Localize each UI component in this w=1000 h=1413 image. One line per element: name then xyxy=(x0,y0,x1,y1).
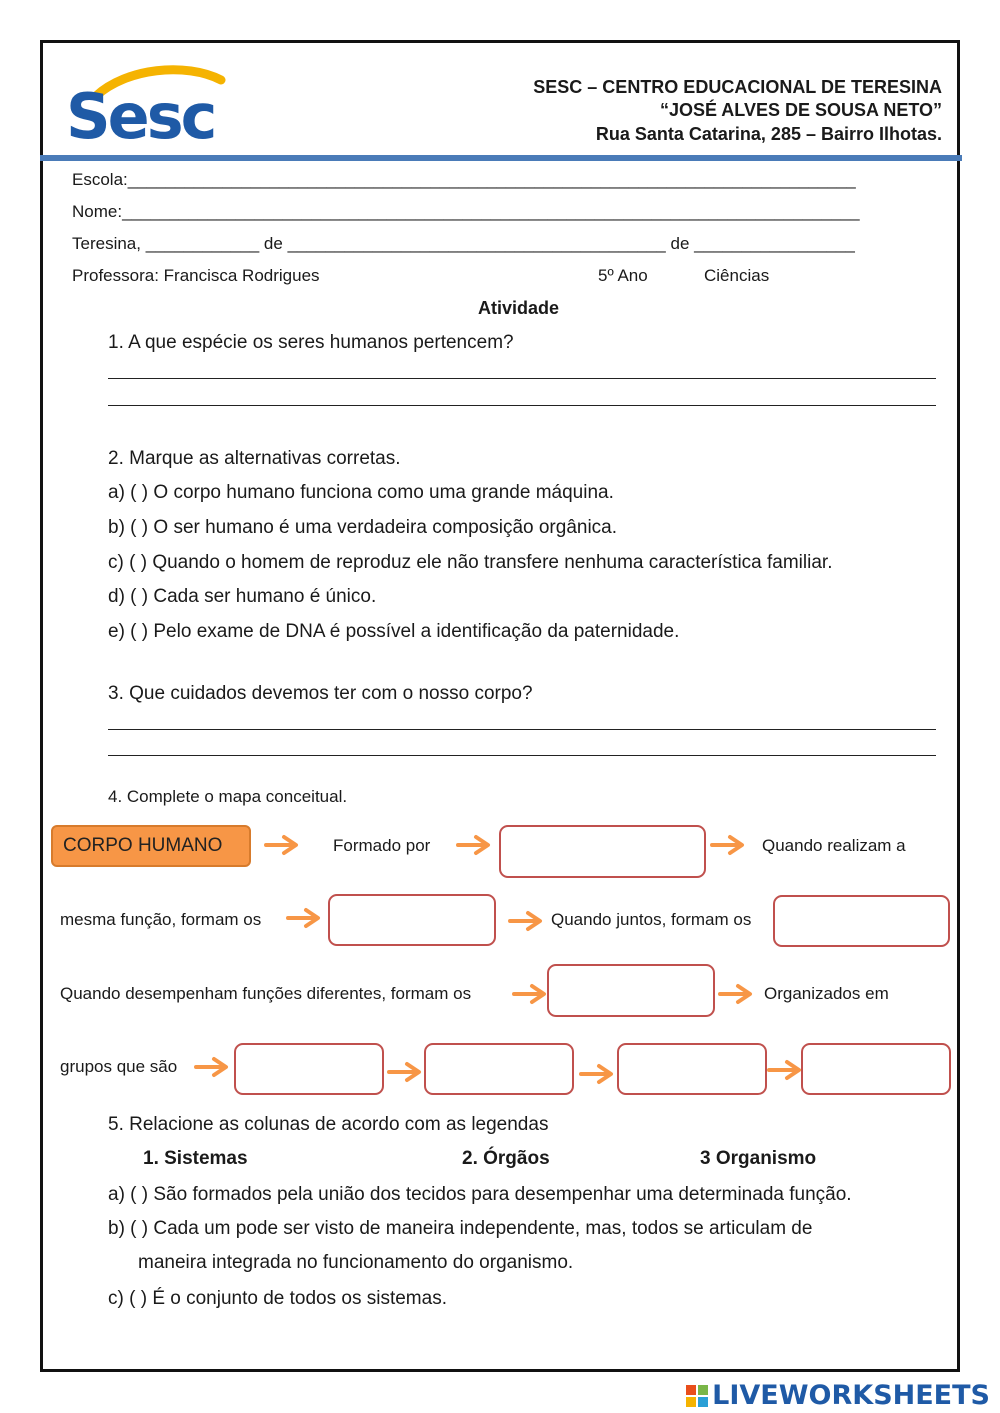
arrow-right-icon xyxy=(264,834,304,856)
map-text-realizam: Quando realizam a xyxy=(762,836,906,855)
teresina-label: Teresina, xyxy=(72,234,141,253)
q5-item-c[interactable]: c) ( ) É o conjunto de todos os sistemas. xyxy=(108,1288,447,1309)
de-label-1: de xyxy=(263,234,283,253)
header-divider xyxy=(40,155,962,161)
answer-line-3b[interactable] xyxy=(108,755,936,756)
page-title: Atividade xyxy=(478,298,560,318)
question-3: 3. Que cuidados devemos ter com o nosso corpo? xyxy=(108,683,533,704)
legend-organismo: 3 Organismo xyxy=(700,1148,817,1169)
answer-line-1a[interactable] xyxy=(108,378,936,379)
arrow-right-icon xyxy=(387,1061,427,1083)
year-field[interactable]: _________________ xyxy=(694,234,855,253)
header-school-subtitle: “JOSÉ ALVES DE SOUSA NETO” xyxy=(659,100,942,120)
watermark-text: LIVEWORKSHEETS xyxy=(712,1380,990,1411)
answer-box-7[interactable] xyxy=(617,1043,767,1095)
answer-box-6[interactable] xyxy=(424,1043,574,1095)
subject-label: Ciências xyxy=(704,266,770,285)
q5-item-a[interactable]: a) ( ) São formados pela união dos tecidos para desempenhar uma determinada função. xyxy=(108,1184,852,1205)
grade-label: 5º Ano xyxy=(598,266,648,285)
q2-option-c[interactable]: c) ( ) Quando o homem de reproduz ele não transfere nenhuma característica familiar. xyxy=(108,552,833,573)
arrow-right-icon xyxy=(194,1056,234,1078)
day-field[interactable]: ____________ xyxy=(145,234,260,253)
answer-box-5[interactable] xyxy=(234,1043,384,1095)
arrow-right-icon xyxy=(508,910,548,932)
answer-box-1[interactable] xyxy=(499,825,706,878)
arrow-right-icon xyxy=(512,983,552,1005)
concept-start-box xyxy=(51,825,251,867)
answer-box-2[interactable] xyxy=(328,894,496,946)
arrow-right-icon xyxy=(286,907,326,929)
month-field[interactable]: ________________________________________ xyxy=(287,234,666,253)
map-text-organizados: Organizados em xyxy=(764,984,889,1003)
liveworksheets-watermark xyxy=(686,1380,990,1411)
concept-start-label: CORPO HUMANO xyxy=(63,835,223,856)
answer-line-1b[interactable] xyxy=(108,405,936,406)
q2-option-e[interactable]: e) ( ) Pelo exame de DNA é possível a identificação da paternidade. xyxy=(108,621,680,642)
arrow-right-icon xyxy=(710,834,750,856)
header-school-name: SESC – CENTRO EDUCACIONAL DE TERESINA xyxy=(533,77,942,97)
answer-box-8[interactable] xyxy=(801,1043,951,1095)
q5-item-b-continued: maneira integrada no funcionamento do organismo. xyxy=(138,1252,574,1273)
legend-orgaos: 2. Órgãos xyxy=(462,1148,550,1169)
escola-field[interactable]: Escola:_____________________________________________________________________________ xyxy=(72,170,856,189)
legend-sistemas: 1. Sistemas xyxy=(143,1148,248,1169)
logo-text: Sesc xyxy=(66,80,215,153)
map-text-formado: Formado por xyxy=(333,836,431,855)
header-address: Rua Santa Catarina, 285 – Bairro Ilhotas. xyxy=(595,124,942,144)
arrow-right-icon xyxy=(456,834,496,856)
q2-option-b[interactable]: b) ( ) O ser humano é uma verdadeira composição orgânica. xyxy=(108,517,618,538)
answer-line-3a[interactable] xyxy=(108,729,936,730)
nome-field[interactable]: Nome:______________________________________________________________________________ xyxy=(72,202,860,221)
map-text-grupos: grupos que são xyxy=(60,1057,178,1076)
q2-option-a[interactable]: a) ( ) O corpo humano funciona como uma grande máquina. xyxy=(108,482,614,503)
arrow-right-icon xyxy=(579,1063,619,1085)
q5-item-b[interactable]: b) ( ) Cada um pode ser visto de maneira independente, mas, todos se articulam de xyxy=(108,1218,813,1239)
liveworksheets-logo-icon xyxy=(686,1385,708,1407)
answer-box-4[interactable] xyxy=(547,964,715,1017)
map-text-juntos: Quando juntos, formam os xyxy=(551,910,752,929)
question-1: 1. A que espécie os seres humanos pertencem? xyxy=(108,332,514,353)
map-text-funcoes-diferentes: Quando desempenham funções diferentes, formam os xyxy=(60,984,472,1003)
date-line xyxy=(72,234,855,254)
question-2: 2. Marque as alternativas corretas. xyxy=(108,448,401,469)
question-5: 5. Relacione as colunas de acordo com as legendas xyxy=(108,1114,549,1135)
q2-option-d[interactable]: d) ( ) Cada ser humano é único. xyxy=(108,586,377,607)
map-text-mesma-funcao: mesma função, formam os xyxy=(60,910,262,929)
question-4: 4. Complete o mapa conceitual. xyxy=(108,787,348,806)
sesc-logo xyxy=(66,62,226,154)
teacher-label: Professora: Francisca Rodrigues xyxy=(72,266,320,285)
de-label-2: de xyxy=(670,234,690,253)
answer-box-3[interactable] xyxy=(773,895,950,947)
arrow-right-icon xyxy=(718,983,758,1005)
